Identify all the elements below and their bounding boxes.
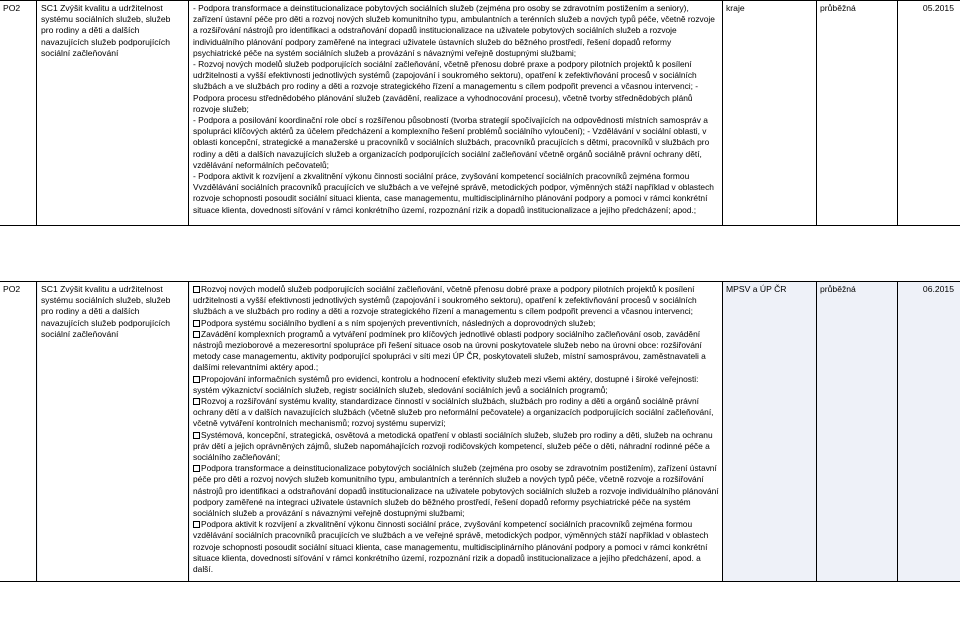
activity-paragraph: Rozvoj a rozšiřování systému kvality, standardizace činností v sociálních službách, službách pro rodiny a děti a orgánů sociálně právní ochrany dětí a v dalších navazujících službách (včetně služeb pro neformální pečovatele) a organizacích podporujících sociální začleňování, včetně vytváření kontrolních mechanismů; rozvoj systému supervizí; (193, 396, 714, 429)
priority-code-cell[interactable]: PO2 (0, 282, 37, 581)
activity-description-cell[interactable] (190, 1, 723, 225)
checkbox-glyph-icon (193, 465, 200, 472)
frequency-cell[interactable]: průběžná (817, 282, 898, 581)
specific-goal-cell[interactable]: SC1 Zvýšit kvalitu a udržitelnost systému sociálních služeb, služeb pro rodiny a děti a dalších navazujících služeb podporujících sociální začleňování (38, 1, 189, 225)
activity-paragraph: Podpora aktivit k rozvíjení a zkvalitnění výkonu činnosti sociální práce, zvyšování kompetencí sociálních pracovníků zejména formou vzdělávání sociálních pracovníků pracujících ve službách a ve veřejné správě, metodických podpor, výměnných stáží například v oblastech rozvoje schopnosti posoudit sociální situaci klienta, case managementu, multidisciplinárního plánování podpory a pomoci v rámci konkrétní situace klienta, dovednosti síťování v rámci konkrétního území, rozpoznání rizik a dopadů institucionalizace a jejího předcházení, apod. a další. (193, 519, 709, 575)
activity-paragraph: Zavádění komplexních programů a vytváření podmínek pro klíčových jednotlivé oblasti podpory sociálního začleňování osob, zavádění nástrojů mezioborové a mezeresortní spolupráce při řešení situace osob na úrovni poskytovatele služeb nebo na úrovni obce: rozšiřování metody case managementu, aktivity podporující spolupráci v síti mezi ÚP ČR, poskytovateli služeb, místní samosprávou, zaměstnavateli a dalšími relevantními aktéry apod.; (193, 328, 706, 373)
checkbox-glyph-icon (193, 521, 200, 528)
table-row[interactable] (0, 0, 960, 226)
checkbox-glyph-icon (193, 376, 200, 383)
row-gap (0, 226, 960, 280)
activity-description-cell[interactable] (190, 282, 723, 581)
applicant-cell[interactable]: kraje (723, 1, 817, 225)
activity-paragraph: - Podpora transformace a deinstitucionalizace pobytových sociálních služeb (zejména pro osoby se zdravotním postižením a seniory), zařízení ústavní péče pro děti a rozvoj nových služeb komunitního typu, ambulantních a terénních služeb a nových typů péče, včetně rozvoje a rozšiřování nástrojů pro identifikaci a odstraňování dopadů institucionalizace na uživatele pobytových sociálních služeb a rozvoje individuálního plánování podpory zaměřené na integraci uživatele ústavních služeb do běžného prostředí, řešení dopadů reformy psychiatrické péče na systém sociálních služeb a provázání s návaznými veřejně dostupnými službami; (193, 3, 715, 58)
frequency-cell[interactable]: průběžná (817, 1, 898, 225)
checkbox-glyph-icon (193, 398, 200, 405)
activity-paragraph: Podpora systému sociálního bydlení a s ním spojených preventivních, následných a doprovodných služeb; (193, 318, 719, 329)
date-cell[interactable]: 05.2015 (922, 3, 954, 13)
activity-paragraph: - Podpora a posilování koordinační role obcí s rozšířenou působností (tvorba strategií spočívajících na odpovědnosti místních samospráv a spolupráci klíčových aktérů za účelem předcházení a komplexního řešení problémů sociálního vyloučení); - Vzdělávání v sociální oblasti, v oblasti koncepční, strategické a manažerské u pracovníků v sociálních službách, pracovníků pracujících s dětmi, pracovníků v službách pro rodiny a děti a dalších navazujících služeb a organizacích podporujících sociální začleňování včetně orgánů sociálně právní ochrany dětí, vzdělávání neformálních pečovatelů; (193, 115, 710, 170)
priority-code-cell[interactable]: PO2 (0, 1, 37, 225)
activity-paragraph: Rozvoj nových modelů služeb podporujících sociální začleňování, včetně přenosu dobré praxe a podpory pilotních projektů k posílení udržitelnosti a vyšší efektivnosti jednotlivých systémů (zapojování i soukromého sektoru), opatření k zefektivňování procesů v sociálních službách a ve službách pro rodiny a děti a rozvoje strategického řízení a managementu s cílem podpořit prevenci a včasnou intervenci; (193, 284, 697, 317)
activity-paragraph: Propojování informačních systémů pro evidenci, kontrolu a hodnocení efektivity služeb mezi všemi aktéry, dostupné i široké veřejnosti: systém výkaznictví sociálních služeb, registr sociálních služeb, sledování sociálních jevů a sociálních programů; (193, 373, 699, 395)
activity-paragraph: - Rozvoj nových modelů služeb podporujících sociální začleňování, včetně přenosu dobré praxe a podpory pilotních projektů k posílení udržitelnosti a vyšší efektivnosti jednotlivých systémů (zapojování i soukromého sektoru), opatření k zefektivňování procesů v sociálních službách a ve službách pro rodiny a děti a rozvoje strategického řízení a managementu s cílem podpořit prevenci a včasnou intervenci; - Podpora procesu střednědobého plánování služeb (zavádění, realizace a vyhodnocování procesu), včetně tvorby střednědobých plánů rozvoje služeb; (193, 59, 699, 114)
checkbox-glyph-icon (193, 320, 200, 327)
date-cell[interactable]: 06.2015 (898, 282, 960, 581)
applicant-cell[interactable]: MPSV a ÚP ČR (723, 282, 817, 581)
specific-goal-cell[interactable]: SC1 Zvýšit kvalitu a udržitelnost systému sociálních služeb, služeb pro rodiny a děti a dalších navazujících služeb podporujících sociální začleňování (38, 282, 189, 581)
activity-paragraph: Podpora transformace a deinstitucionalizace pobytových sociálních služeb (zejména pro osoby se zdravotním postižením), zařízení ústavní péče pro děti a rozvoj nových služeb komunitního typu, ambulantních a terénních služeb a nových typů péče, včetně rozvoje a rozšiřování nástrojů pro identifikaci a odstraňování dopadů institucionalizace na uživatele pobytových sociálních služeb a rozvoje individuálního plánování podpory zaměřené na integraci uživatele ústavních služeb do běžného prostředí, řešení dopadů reformy psychiatrické péče na systém sociálních služeb a provázání s návaznými veřejně dostupnými službami; (193, 463, 719, 519)
activity-paragraph: Systémová, koncepční, strategická, osvětová a metodická opatření v oblasti sociálních služeb, služeb pro rodiny a děti, služeb na ochranu práv dětí a jejich oprávněných zájmů, služeb napomáhajících rozvoji rodičovských kompetencí, služeb péče o děti, náhradní rodinné péče a sociálního začleňování; (193, 429, 713, 463)
activity-paragraph: - Podpora aktivit k rozvíjení a zkvalitnění výkonu činnosti sociální práce, zvyšování kompetencí sociálních pracovníků zejména formou Vvzdělávání sociálních pracovníků pracujících ve službách a ve veřejné správě, metodických podpor, výměnných stáží například v oblastech rozvoje schopnosti posoudit sociální situaci klienta, case managementu, multidisciplinárního plánování podpory a pomoci v rámci konkrétní situace klienta, dovednosti síťování v rámci konkrétního území, rozpoznání rizik a dopadů institucionalizace a jejího předcházení; apod.; (193, 171, 714, 215)
checkbox-glyph-icon (193, 286, 200, 293)
checkbox-glyph-icon (193, 331, 200, 338)
checkbox-glyph-icon (193, 432, 200, 439)
table-row[interactable] (0, 281, 960, 582)
